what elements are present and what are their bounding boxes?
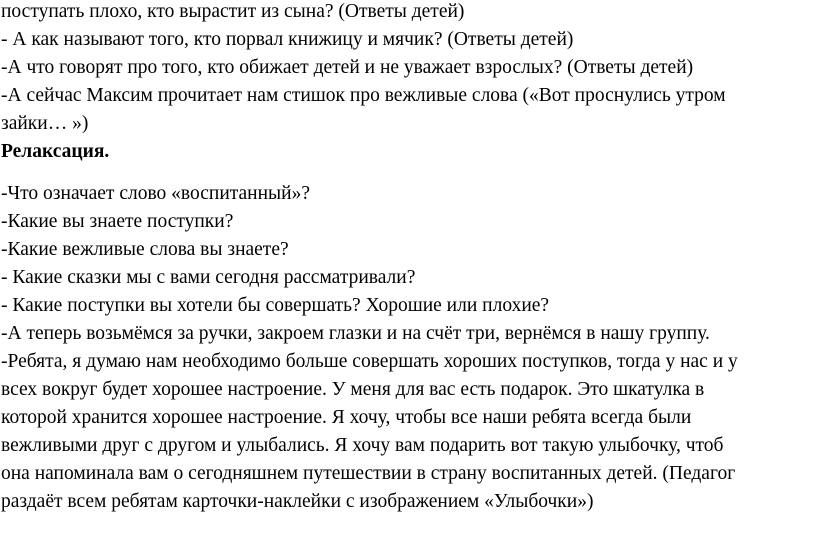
text-line: -Какие вежливые слова вы знаете? [1, 239, 289, 260]
section-heading: Релаксация. [1, 141, 110, 162]
text-line: -А сейчас Максим прочитает нам стишок про вежливые слова («Вот проснулись утром [1, 85, 726, 106]
text-line: она напоминала вам о сегодняшнем путешествии в страну воспитанных детей. (Педагог [1, 463, 736, 484]
text-line: -А теперь возьмёмся за ручки, закроем глазки и на счёт три, вернёмся в нашу группу. [1, 323, 710, 344]
text-line: - Какие поступки вы хотели бы совершать? Хорошие или плохие? [1, 295, 550, 316]
text-line: - Какие сказки мы с вами сегодня рассматривали? [1, 267, 416, 288]
text-line: -Что означает слово «воспитанный»? [1, 183, 310, 204]
text-line: -Какие вы знаете поступки? [1, 211, 234, 232]
text-line: раздаёт всем ребятам карточки-наклейки с изображением «Улыбочки») [1, 491, 594, 512]
text-line: -А что говорят про того, кто обижает детей и не уважает взрослых? (Ответы детей) [1, 57, 694, 78]
text-line: зайки… ») [1, 113, 89, 134]
text-line: поступать плохо, кто вырастит из сына? (Ответы детей) [1, 1, 465, 22]
text-line: которой хранится хорошее настроение. Я хочу, чтобы все наши ребята всегда были [1, 407, 692, 428]
text-line: всех вокруг будет хорошее настроение. У меня для вас есть подарок. Это шкатулка в [1, 379, 705, 400]
text-line: - А как называют того, кто порвал книжицу и мячик? (Ответы детей) [1, 29, 574, 50]
text-line: -Ребята, я думаю нам необходимо больше совершать хороших поступков, тогда у нас и у [1, 351, 738, 372]
text-line: вежливыми друг с другом и улыбались. Я хочу вам подарить вот такую улыбочку, чтоб [1, 435, 724, 456]
